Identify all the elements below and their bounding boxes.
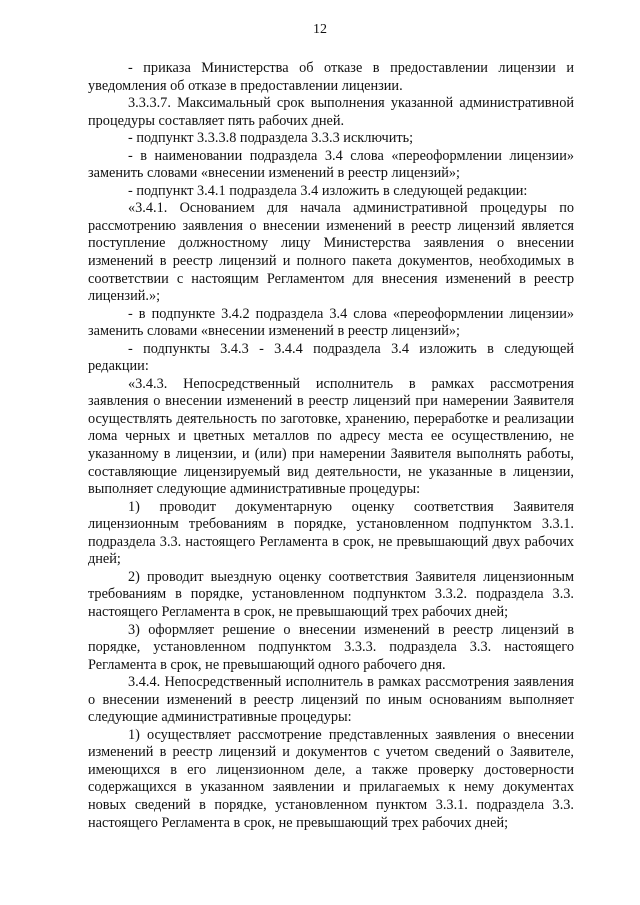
paragraph: «3.4.1. Основанием для начала административной процедуры по рассмотрению заявления о внесении изменений в реестр лицензий является поступление должностному лицу Министерства заявления о внесении изменений в реестр лицензий и полного пакета документов, необходимых в соответствии с настоящим Регламентом для внесения изменений в реестр лицензий.»; [88,200,574,305]
paragraph: 3.3.3.7. Максимальный срок выполнения указанной административной процедуры составляет пять рабочих дней. [88,95,574,129]
paragraph: - подпункт 3.3.3.8 подраздела 3.3.3 исключить; [128,130,414,147]
paragraph: 3) оформляет решение о внесении изменений в реестр лицензий в порядке, установленном подпунктом 3.3.3. подраздела 3.3. настоящего Регламента в срок, не превышающий одного рабочего дня. [88,621,574,673]
page-number: 12 [313,22,327,37]
paragraph: «3.4.3. Непосредственный исполнитель в рамках рассмотрения заявления о внесении изменений в реестр лицензий при намерении Заявителя осуществлять деятельность по заготовке, хранению, переработке и реализации лома черных и цветных металлов по адресу места ее осуществлению, не указанному в лицензии, и (или) при намерении Заявителя выполнять работы, составляющие лицензируемый вид деятельности, не указанные в лицензии, выполняет следующие административные процедуры: [88,375,574,498]
document-body [88,60,574,832]
paragraph: - в подпункте 3.4.2 подраздела 3.4 слова «переоформлении лицензии» заменить словами «внесении изменений в реестр лицензий»; [88,305,574,340]
paragraph: - подпункт 3.4.1 подраздела 3.4 изложить в следующей редакции: [128,182,528,199]
paragraph: 3.4.4. Непосредственный исполнитель в рамках рассмотрения заявления о внесении изменений в реестр лицензий по иным основаниям выполняет следующие административные процедуры: [88,674,574,726]
paragraph: - в наименовании подраздела 3.4 слова «переоформлении лицензии» заменить словами «внесении изменений в реестр лицензий»; [88,147,574,182]
paragraph: 2) проводит выездную оценку соответствия Заявителя лицензионным требованиям в порядке, установленном подпунктом 3.3.2. подраздела 3.3. настоящего Регламента в срок, не превышающий трех рабочих дней; [88,568,574,620]
paragraph: 1) проводит документарную оценку соответствия Заявителя лицензионным требованиям в порядке, установленном подпунктом 3.3.1. подраздела 3.3. настоящего Регламента в срок, не превышающий двух рабочих дней; [88,498,574,568]
paragraph: - приказа Министерства об отказе в предоставлении лицензии и уведомления об отказе в предоставлении лицензии. [88,60,574,94]
paragraph: 1) осуществляет рассмотрение представленных заявления о внесении изменений в реестр лицензий и документов с учетом сведений о Заявителе, имеющихся в его лицензионном деле, а также проверку достоверности содержащихся в указанном заявлении и прилагаемых к нему документах новых сведений в порядке, установленном пунктом 3.3.1. подраздела 3.3. настоящего Регламента в срок, не превышающий трех рабочих дней; [88,726,574,831]
paragraph: - подпункты 3.4.3 - 3.4.4 подраздела 3.4 изложить в следующей редакции: [88,340,574,375]
